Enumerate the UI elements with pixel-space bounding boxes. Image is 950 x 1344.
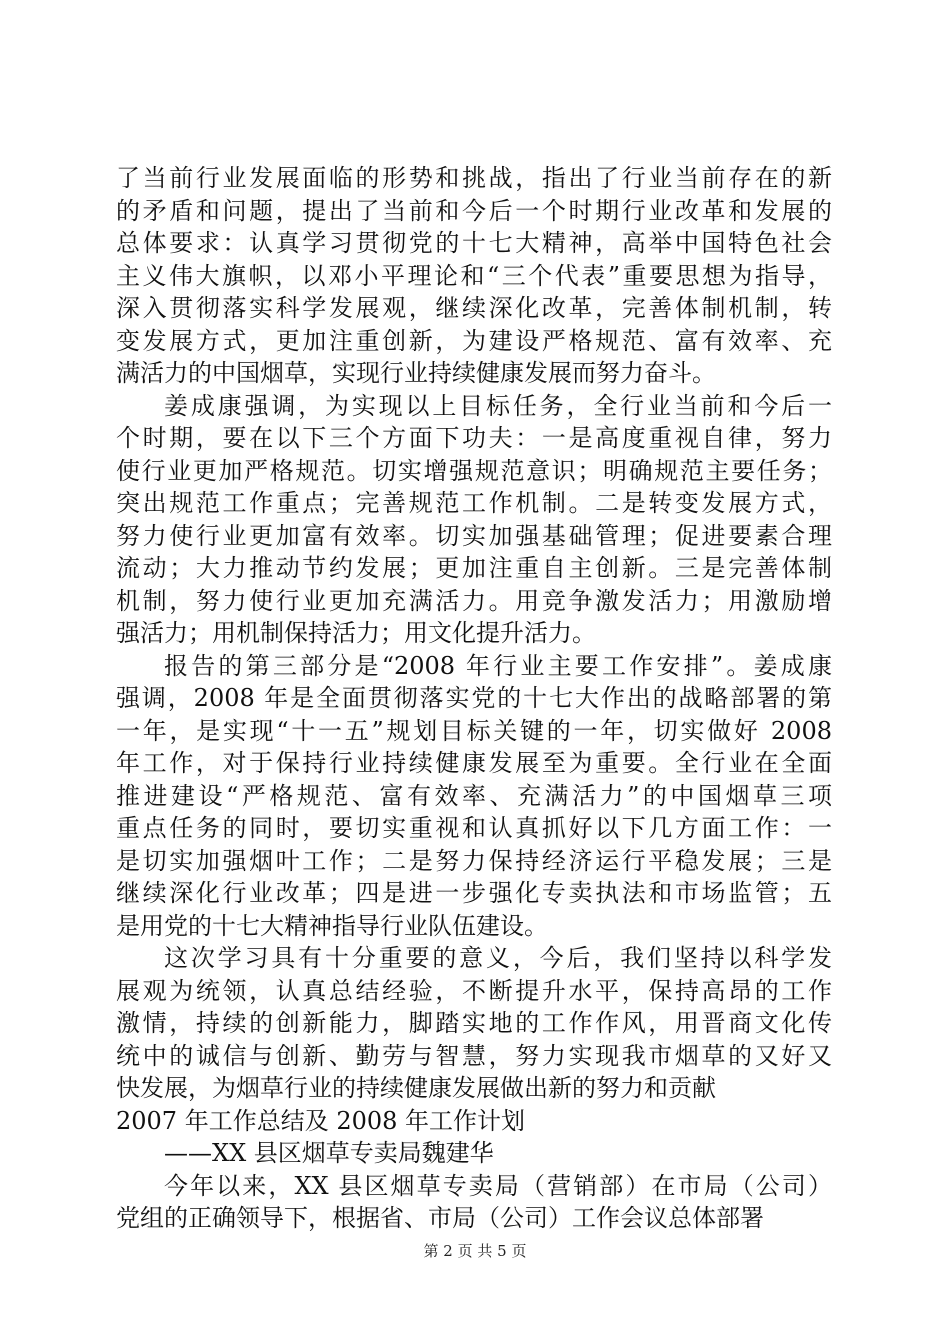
text-line: 是切实加强烟叶工作；二是努力保持经济运行平稳发展；三是 (116, 846, 832, 875)
text-line: 推进建设“严格规范、富有效率、充满活力”的中国烟草三项 (116, 781, 832, 810)
text-line: 满活力的中国烟草，实现行业持续健康发展而努力奋斗。 (116, 359, 716, 387)
text-line: 使行业更加严格规范。切实增强规范意识；明确规范主要任务； (116, 456, 832, 485)
document-body (116, 162, 832, 1235)
text-line: 年工作，对于保持行业持续健康发展至为重要。全行业在全面 (116, 749, 832, 777)
text-line: 强活力；用机制保持活力；用文化提升活力。 (116, 619, 596, 647)
text-line: 的矛盾和问题，提出了当前和今后一个时期行业改革和发展的 (116, 196, 832, 225)
text-line: 流动；大力推动节约发展；更加注重自主创新。三是完善体制 (116, 554, 832, 582)
text-line: 个时期，要在以下三个方面下功夫：一是高度重视自律，努力 (116, 424, 832, 452)
text-line: 党组的正确领导下，根据省、市局（公司）工作会议总体部署 (116, 1204, 764, 1232)
text-line: 主义伟大旗帜，以邓小平理论和“三个代表”重要思想为指导， (116, 261, 832, 290)
text-line: 努力使行业更加富有效率。切实加强基础管理；促进要素合理 (116, 521, 832, 550)
text-line: ——XX 县区烟草专卖局魏建华 (164, 1139, 494, 1167)
text-line: 这次学习具有十分重要的意义，今后，我们坚持以科学发 (164, 944, 832, 972)
text-line: 激情，持续的创新能力，脚踏实地的工作作风，用晋商文化传 (116, 1009, 832, 1037)
text-line: 是用党的十七大精神指导行业队伍建设。 (116, 911, 548, 940)
text-line: 总体要求：认真学习贯彻党的十七大精神，高举中国特色社会 (116, 229, 832, 257)
text-line: 了当前行业发展面临的形势和挑战，指出了行业当前存在的新 (116, 164, 832, 192)
text-line: 一年，是实现“十一五”规划目标关键的一年，切实做好 2008 (116, 716, 832, 745)
text-line: 统中的诚信与创新、勤劳与智慧，努力实现我市烟草的又好又 (116, 1041, 832, 1070)
text-line: 今年以来，XX 县区烟草专卖局（营销部）在市局（公司） (164, 1171, 832, 1200)
page-footer: 第 2 页 共 5 页 (423, 1242, 527, 1260)
text-line: 继续深化行业改革；四是进一步强化专卖执法和市场监管；五 (116, 879, 832, 907)
text-line: 2007 年工作总结及 2008 年工作计划 (116, 1106, 526, 1135)
text-line: 姜成康强调，为实现以上目标任务，全行业当前和今后一 (164, 391, 832, 420)
text-line: 机制，努力使行业更加充满活力。用竞争激发活力；用激励增 (116, 586, 832, 615)
text-line: 强调，2008 年是全面贯彻落实党的十七大作出的战略部署的第 (116, 684, 832, 712)
text-line: 报告的第三部分是“2008 年行业主要工作安排”。姜成康 (164, 651, 832, 680)
text-line: 变发展方式，更加注重创新，为建设严格规范、富有效率、充 (116, 326, 832, 355)
text-line: 重点任务的同时，要切实重视和认真抓好以下几方面工作：一 (116, 814, 832, 842)
text-line: 快发展，为烟草行业的持续健康发展做出新的努力和贡献 (116, 1074, 716, 1102)
text-line: 深入贯彻落实科学发展观，继续深化改革，完善体制机制，转 (116, 294, 832, 322)
text-line: 突出规范工作重点；完善规范工作机制。二是转变发展方式， (116, 489, 832, 517)
text-line: 展观为统领，认真总结经验，不断提升水平，保持高昂的工作 (116, 976, 832, 1005)
